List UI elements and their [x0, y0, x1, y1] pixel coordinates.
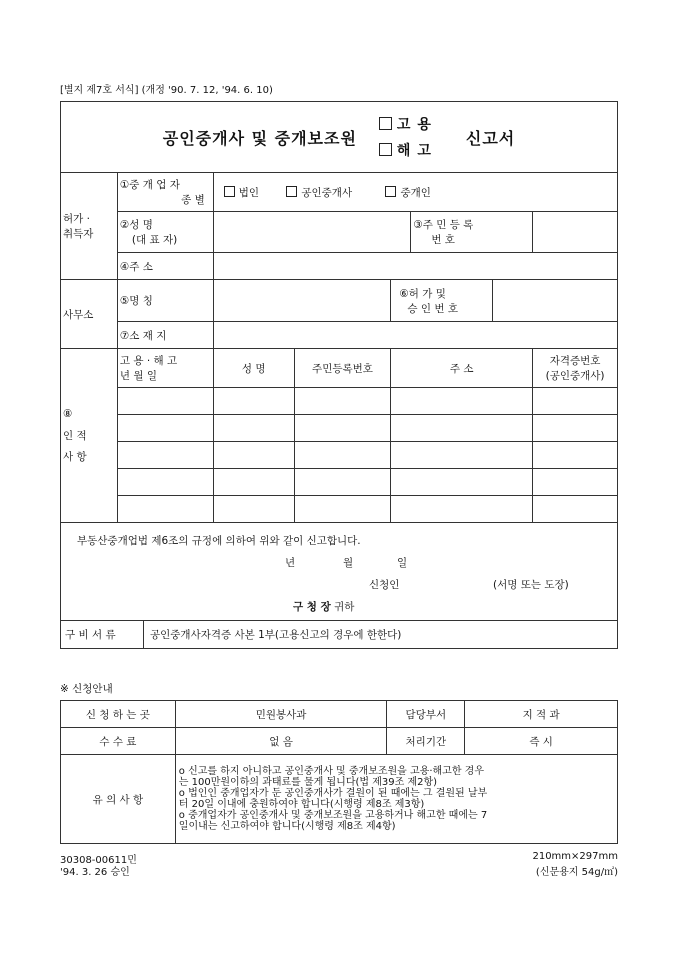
guide-heading: ※ 신청안내 [60, 683, 113, 695]
title-right: 신고서 [465, 128, 516, 148]
realtor-checkbox-icon[interactable] [286, 186, 297, 197]
address-column-header: 주 소 [391, 349, 533, 388]
paper-type: (신문용지 54g/㎡) [535, 867, 618, 878]
address-label: ④주 소 [117, 253, 213, 280]
name-column-header: 성 명 [213, 349, 294, 388]
broker-checkbox-icon[interactable] [385, 186, 396, 197]
required-documents-label: 구 비 서 류 [61, 621, 144, 648]
table-row [61, 469, 618, 496]
table-row [61, 415, 618, 442]
approval-date: '94. 3. 26 승인 [60, 867, 130, 878]
period-value: 즉 시 [465, 728, 618, 755]
note-line: o 중개업자가 공인중개사 및 중개보조원을 고용하거나 해고한 때에는 7 [178, 810, 488, 821]
title-left: 공인중개사 및 중개보조원 [162, 128, 357, 148]
paper-size: 210mm×297mm [532, 851, 618, 862]
note-line: 터 20일 이내에 충원하여야 합니다(시행령 제8조 제3항) [178, 799, 425, 810]
table-row [61, 388, 618, 415]
option-broker[interactable]: 중개인 [385, 187, 430, 199]
hire-checkbox-icon[interactable] [379, 117, 392, 130]
resident-id-field[interactable] [533, 212, 618, 253]
applicant-label: 신청인 [369, 579, 400, 591]
license-column-header: 자격증번호 (공인중개사) [533, 349, 618, 388]
name-field[interactable] [213, 212, 411, 253]
resident-id-label: ③주 민 등 록 번 호 [411, 212, 533, 253]
fee-value: 없 음 [175, 728, 387, 755]
fee-label: 수 수 료 [61, 728, 176, 755]
location-label: ⑦소 재 지 [117, 322, 213, 349]
corporation-checkbox-icon[interactable] [224, 186, 235, 197]
name-label: ②성 명 (대 표 자) [117, 212, 213, 253]
business-type-options [213, 173, 617, 212]
permit-number-field[interactable] [493, 280, 618, 322]
id-column-header: 주민등록번호 [294, 349, 391, 388]
office-name-label: ⑤명 칭 [117, 280, 213, 322]
fire-option[interactable]: 해 고 [379, 140, 432, 160]
date-day: 일 [397, 557, 408, 569]
notes [175, 755, 617, 844]
fire-checkbox-icon[interactable] [379, 143, 392, 156]
note-line: o 신고를 하지 아니하고 공인중개사 및 중개보조원을 고용·해고한 경우 [178, 766, 485, 777]
table-row [61, 496, 618, 523]
permit-holder-label: 허가 · 취득자 [61, 173, 118, 280]
note-line: 는 100만원이하의 과태료를 물게 됩니다(법 제39조 제2항) [178, 777, 438, 788]
declaration-statement: 부동산중개업법 제6조의 규정에 의하여 위와 같이 신고합니다. [77, 535, 361, 547]
form-code: 30308-00611민 [60, 855, 137, 866]
office-label: 사무소 [61, 280, 118, 349]
office-name-field[interactable] [213, 280, 391, 322]
date-year: 년 [285, 557, 296, 569]
form-reference: [별지 제7호 서식] (개정 '90. 7. 12, '94. 6. 10) [60, 85, 273, 96]
table-row [61, 442, 618, 469]
note-line: 일이내는 신고하여야 합니다(시행령 제8조 제4항) [178, 821, 396, 832]
office-value: 민원봉사과 [175, 701, 387, 728]
hire-option[interactable]: 고 용 [379, 114, 432, 134]
note-line: o 법인인 중개업자가 둔 공인중개사가 결원이 된 때에는 그 결원된 날부 [178, 788, 488, 799]
report-form-table [60, 101, 618, 649]
location-field[interactable] [213, 322, 617, 349]
permit-number-label: ⑥허 가 및 승 인 번 호 [391, 280, 493, 322]
notes-label: 유 의 사 항 [61, 755, 176, 844]
address-field[interactable] [213, 253, 617, 280]
form-title [61, 102, 618, 173]
declaration-block [61, 523, 618, 621]
personnel-label: ⑧ 인 적 사 항 [61, 349, 118, 523]
dept-label: 담당부서 [387, 701, 465, 728]
option-corporation[interactable]: 법인 [224, 187, 259, 199]
date-column-header: 고 용 · 해 고 년 월 일 [117, 349, 213, 388]
business-type-label: ①중 개 업 자 종 별 [117, 173, 213, 212]
signature-label: (서명 또는 도장) [493, 579, 569, 591]
office-label: 신 청 하 는 곳 [61, 701, 176, 728]
dept-value: 지 적 과 [465, 701, 618, 728]
required-documents-value: 공인중개사자격증 사본 1부(고용신고의 경우에 한한다) [150, 629, 402, 641]
option-realtor[interactable]: 공인중개사 [286, 187, 352, 199]
guide-table [60, 700, 618, 844]
period-label: 처리기간 [387, 728, 465, 755]
required-documents [61, 621, 618, 649]
recipient: 구 청 장 귀하 [293, 601, 355, 613]
date-month: 월 [343, 557, 354, 569]
